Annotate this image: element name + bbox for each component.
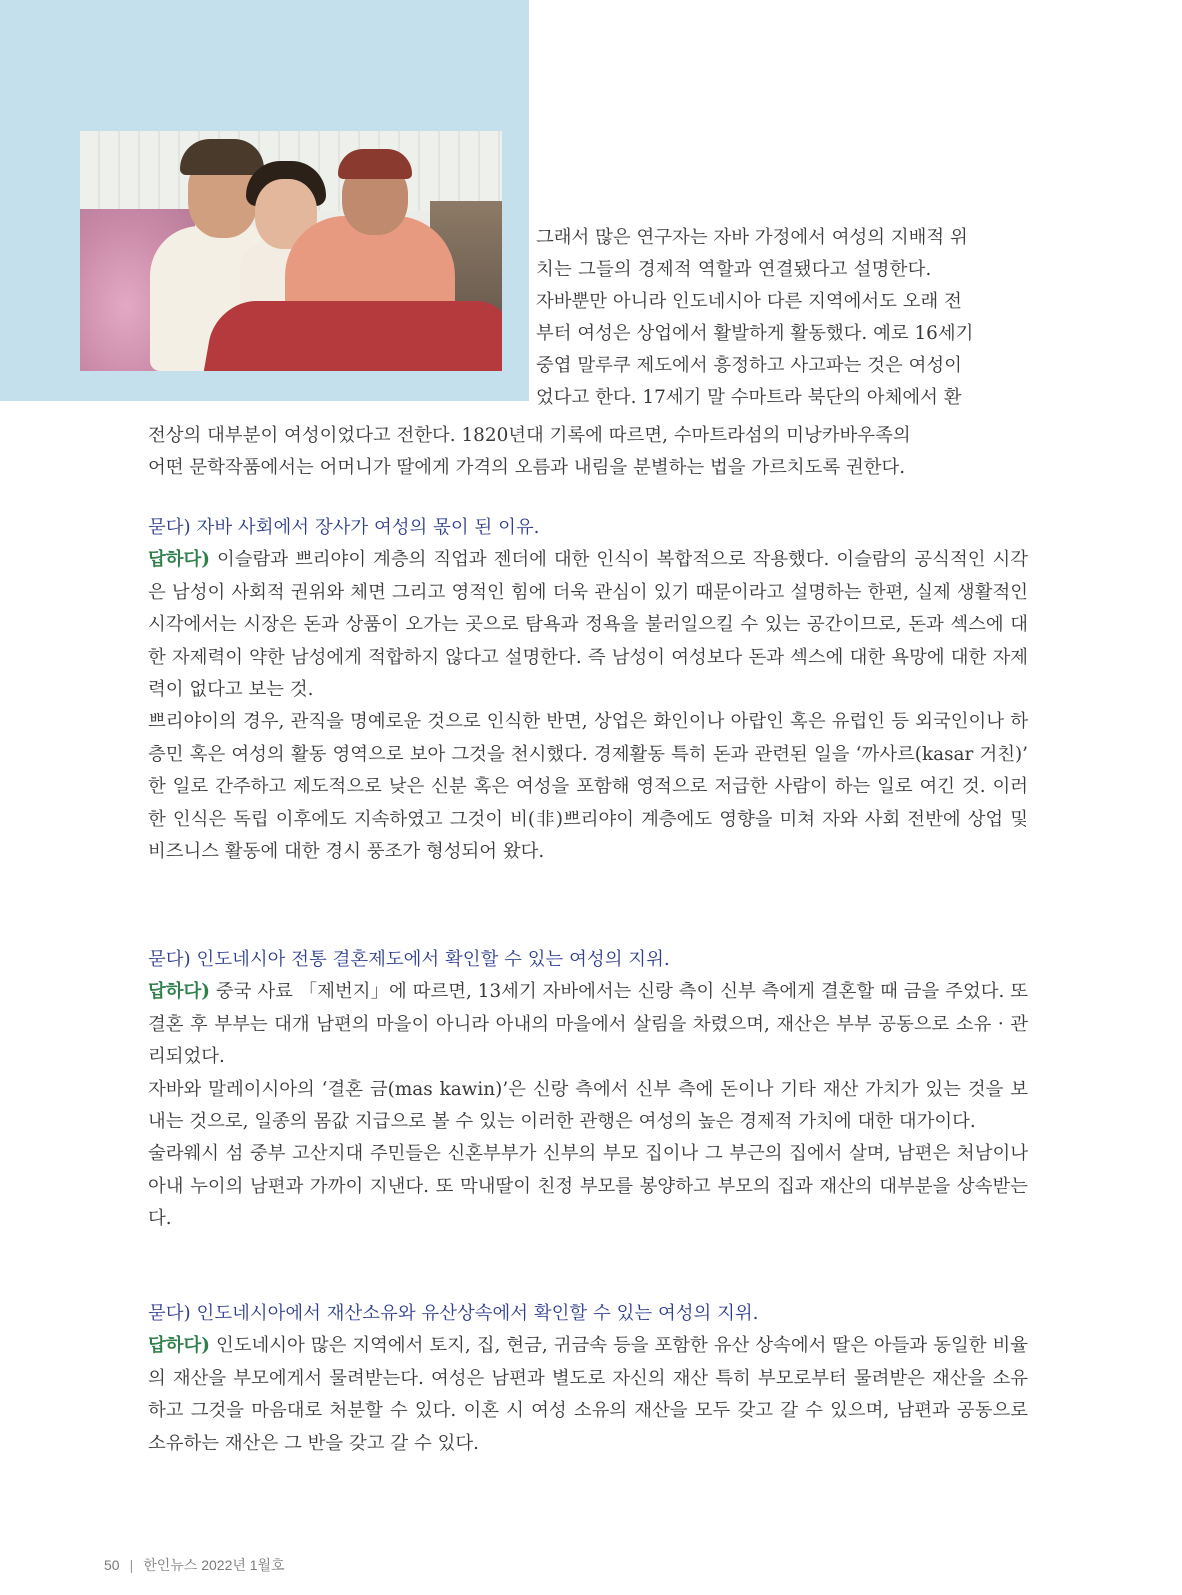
qa-section-3 [148,1298,1028,1460]
page-footer [104,1555,285,1575]
intro-continuation [148,420,911,484]
qa-section-1 [148,512,1028,868]
answer-paragraph: 답하다) 중국 사료 「제번지」에 따르면, 13세기 자바에서는 신랑 측이 신부 측에게 결혼할 때 금을 주었다. 또 결혼 후 부부는 대개 남편의 마을이 아니라 아내의 마을에서 살림을 차렸으며, 재산은 부부 공동으로 소유 · 관리되었다. [148,981,1028,1068]
question-heading: 묻다) 인도네시아 전통 결혼제도에서 확인할 수 있는 여성의 지위. [148,949,670,970]
footer-separator: | [129,1557,134,1573]
answer-paragraph: 술라웨시 섬 중부 고산지대 주민들은 신혼부부가 신부의 부모 집이나 그 부근의 집에서 살며, 남편은 처남이나 아내 누이의 남편과 가까이 지낸다. 또 막내딸이 친정 부모를 봉양하고 부모의 집과 재산의 대부분을 상속받는다. [148,1143,1028,1230]
page-number: 50 [104,1557,120,1573]
question-heading: 묻다) 인도네시아에서 재산소유와 유산상속에서 확인할 수 있는 여성의 지위. [148,1303,759,1324]
intro-line: 치는 그들의 경제적 역할과 연결됐다고 설명한다. [536,259,932,280]
wedding-photo [80,131,502,371]
intro-line: 중엽 말루쿠 제도에서 흥정하고 사고파는 것은 여성이 [536,355,962,376]
question-heading: 묻다) 자바 사회에서 장사가 여성의 몫이 된 이유. [148,517,540,538]
answer-paragraph: 자바와 말레이시아의 ‘결혼 금(mas kawin)’은 신랑 측에서 신부 측에 돈이나 기타 재산 가치가 있는 것을 보내는 것으로, 일종의 몸값 지급으로 볼 수 있는 이러한 관행은 여성의 높은 경제적 가치에 대한 대가이다. [148,1078,1028,1133]
intro-line: 었다고 한다. 17세기 말 수마트라 북단의 아체에서 환 [536,387,962,408]
qa-section-2 [148,944,1028,1236]
publication-name: 한인뉴스 2022년 1월호 [143,1557,285,1573]
answer-label: 답하다) [148,1335,210,1357]
answer-label: 답하다) [148,981,210,1003]
intro-line: 전상의 대부분이 여성이었다고 전한다. 1820년대 기록에 따르면, 수마트라섬의 미낭카바우족의 [148,425,911,446]
intro-line: 자바뿐만 아니라 인도네시아 다른 지역에서도 오래 전 [536,291,962,312]
answer-paragraph: 답하다) 인도네시아 많은 지역에서 토지, 집, 현금, 귀금속 등을 포함한 유산 상속에서 딸은 아들과 동일한 비율의 재산을 부모에게서 물려받는다. 여성은 남편과 별도로 자신의 재산 특히 부모로부터 물려받은 재산을 소유하고 그것을 마음대로 처분할 수 있다. 이혼 시 여성 소유의 재산을 모두 갖고 갈 수 있으며, 남편과 공동으로 소유하는 재산은 그 반을 갖고 갈 수 있다. [148,1335,1028,1454]
intro-line: 부터 여성은 상업에서 활발하게 활동했다. 예로 16세기 [536,323,974,344]
answer-paragraph: 쁘리야이의 경우, 관직을 명예로운 것으로 인식한 반면, 상업은 화인이나 아랍인 혹은 유럽인 등 외국인이나 하층민 혹은 여성의 활동 영역으로 보아 그것을 천시했다. 경제활동 특히 돈과 관련된 일을 ‘까사르(kasar 거친)’ 한 일로 간주하고 제도적으로 낮은 신분 혹은 여성을 포함해 영적으로 저급한 사람이 하는 일로 여긴 것. 이러한 인식은 독립 이후에도 지속하였고 그것이 비(非)쁘리야이 계층에도 영향을 미쳐 자와 사회 전반에 상업 및 비즈니스 활동에 대한 경시 풍조가 형성되어 왔다. [148,711,1028,863]
intro-column [536,222,973,414]
intro-line: 어떤 문학작품에서는 어머니가 딸에게 가격의 오름과 내림을 분별하는 법을 가르치도록 권한다. [148,457,906,478]
answer-label: 답하다) [148,549,210,571]
answer-paragraph: 답하다) 이슬람과 쁘리야이 계층의 직업과 젠더에 대한 인식이 복합적으로 작용했다. 이슬람의 공식적인 시각은 남성이 사회적 권위와 체면 그리고 영적인 힘에 더욱 관심이 있기 때문이라고 설명하는 한편, 실제 생활적인 시각에서는 시장은 돈과 상품이 오가는 곳으로 탐욕과 정욕을 불러일으킬 수 있는 공간이므로, 돈과 섹스에 대한 자제력이 약한 남성에게 적합하지 않다고 설명한다. 즉 남성이 여성보다 돈과 섹스에 대한 욕망에 대한 자제력이 없다고 보는 것. [148,549,1028,701]
intro-line: 그래서 많은 연구자는 자바 가정에서 여성의 지배적 위 [536,227,968,248]
